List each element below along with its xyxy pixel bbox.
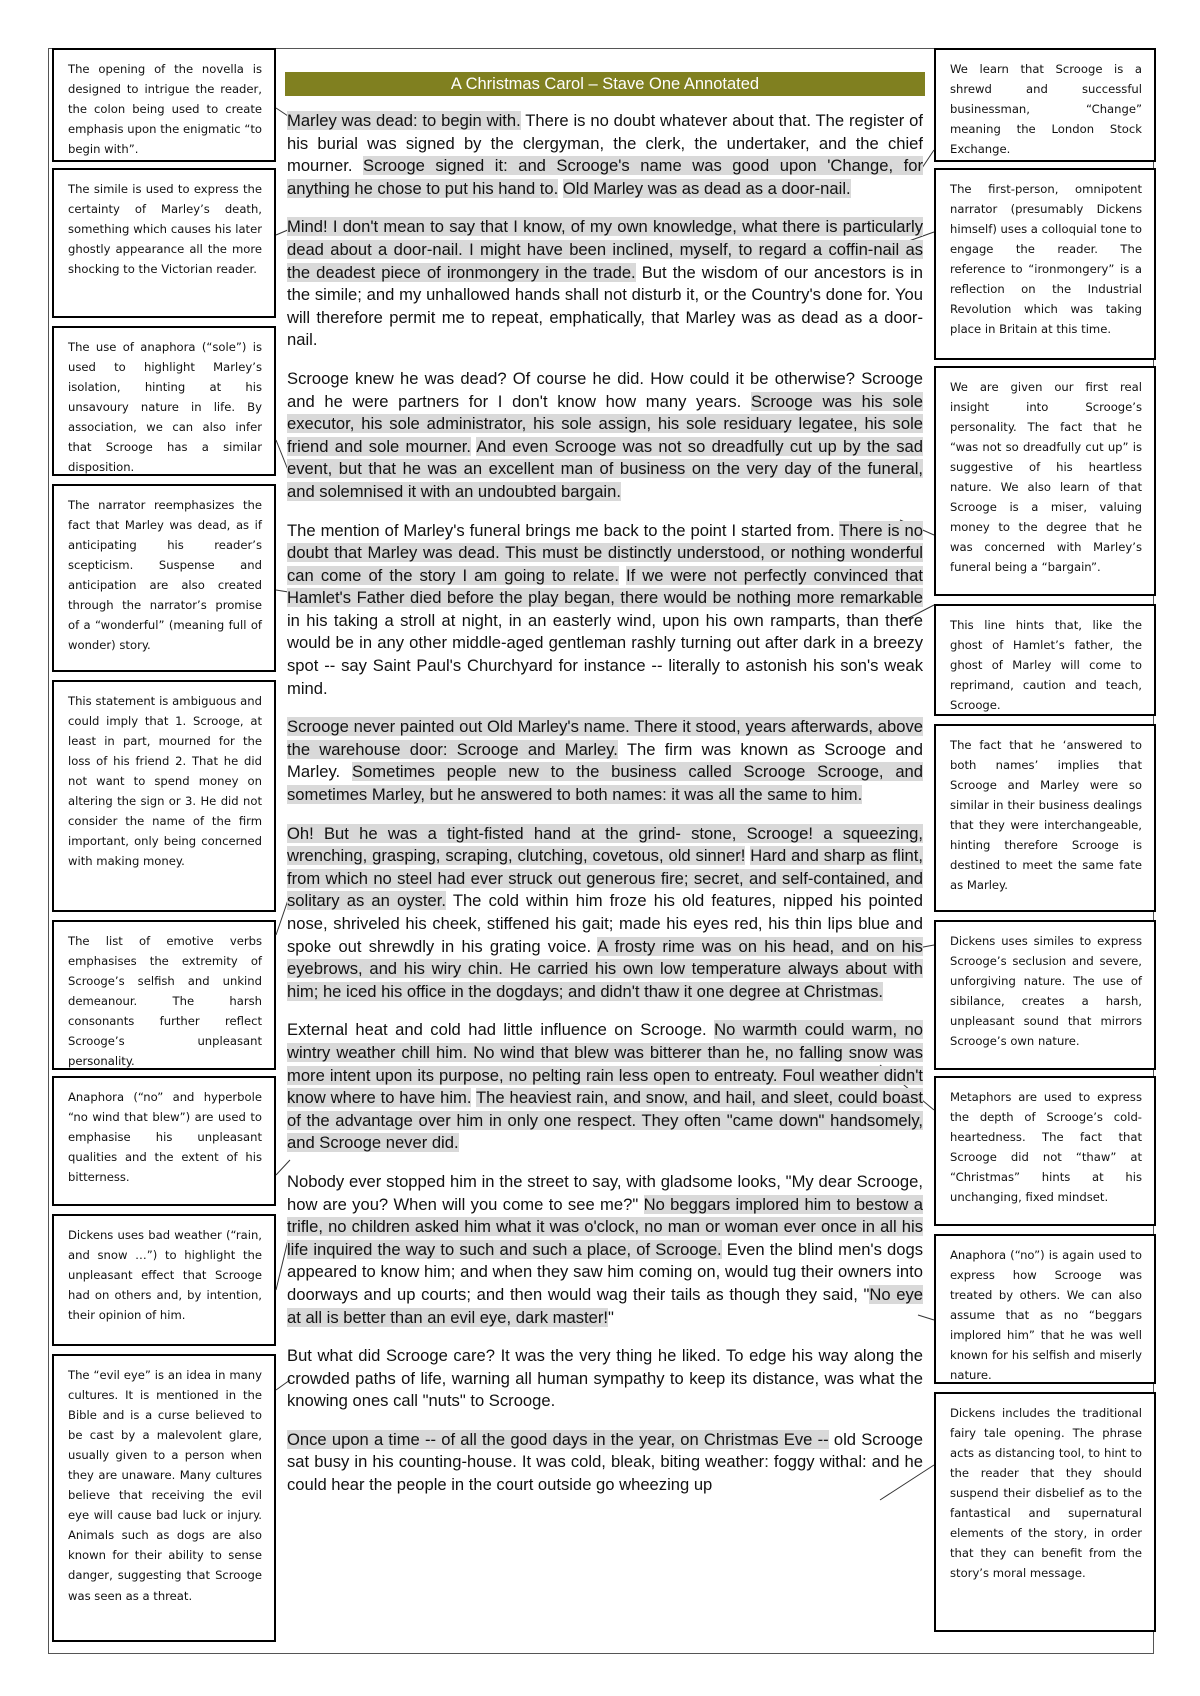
text-passage: old Scrooge sat busy in his counting-house. It was cold, bleak, biting weather: foggy withal: and he could hear the people in the court outside go wheezing up: [287, 1429, 924, 1495]
highlighted-passage: If we were not perfectly convinced that Hamlet's Father died before the play began, there would be nothing more remarkable: [287, 565, 923, 608]
highlighted-passage: No warmth could warm, no wintry weather chill him. No wind that blew was bitterer than he, no falling snow was more intent upon its purpose, no pelting rain less open to entreaty. Foul weather didn't know where to have him.: [287, 1020, 924, 1108]
text-passage: ": [607, 1307, 614, 1327]
annotation-left-4: The narrator reemphasizes the fact that Marley was dead, as if anticipating his reader’s scepticism. Suspense and anticipation are also created through the narrator’s promise of a “wonderful” (meaning full of wonder) story.: [52, 484, 276, 672]
text-passage: But what did Scrooge care? It was the very thing he liked. To edge his way along the crowded paths of life, warning all human sympathy to keep its distance, was what the knowing ones call "nuts" to Scrooge.: [287, 1346, 923, 1411]
highlighted-passage: And even Scrooge was not so dreadfully cut up by the sad event, but that he was an excellent man of business on the very day of the funeral, and solemnised it with an undoubted bargain.: [287, 436, 923, 501]
annotation-right-1: We learn that Scrooge is a shrewd and successful businessman, “Change” meaning the London Stock Exchange.: [934, 48, 1156, 162]
text-paragraph: [287, 1429, 923, 1497]
highlighted-passage: The heaviest rain, and snow, and hail, and sleet, could boast of the advantage over him in only one respect. They often "came down" handsomely, and Scrooge never did.: [287, 1088, 924, 1153]
annotation-left-7: Anaphora (“no” and hyperbole “no wind that blew”) are used to emphasise his unpleasant qualities and the extent of his bitterness.: [52, 1076, 276, 1206]
highlighted-passage: Mind! I don't mean to say that I know, of my own knowledge, what there is particularly dead about a door-nail. I might have been inclined, myself, to regard a coffin-nail as the deadest piece of ironmongery in the trade.: [287, 217, 923, 282]
text-paragraph: [287, 368, 923, 504]
document-title: A Christmas Carol – Stave One Annotated: [285, 72, 925, 96]
annotation-left-9: The “evil eye” is an idea in many cultures. It is mentioned in the Bible and is a curse believed to be cast by a malevolent glare, usually given to a person when they are unaware. Many cultures believe that receiving the evil eye will cause bad luck or injury. Animals such as dogs are also known for their ability to sense danger, suggesting that Scrooge was seen as a threat.: [52, 1354, 276, 1642]
highlighted-passage: Scrooge was his sole executor, his sole administrator, his sole assign, his sole residuary legatee, his sole friend and sole mourner.: [287, 391, 923, 456]
annotation-right-8: Anaphora (“no”) is again used to express how Scrooge was treated by others. We can also assume that as no “beggars implored him” that he was well known for his selfish and miserly nature.: [934, 1234, 1156, 1384]
text-passage: External heat and cold had little influence on Scrooge.: [287, 1020, 715, 1040]
highlighted-passage: Once upon a time -- of all the good days in the year, on Christmas Eve --: [287, 1429, 829, 1449]
annotation-right-3: We are given our first real insight into Scrooge’s personality. The fact that he “was not so dreadfully cut up” is suggestive of his heartless nature. We also learn of that Scrooge is a miser, valuing money to the degree that he was concerned with Marley’s funeral being a “bargain”.: [934, 366, 1156, 596]
text-paragraph: [287, 110, 923, 200]
text-paragraph: [287, 1345, 923, 1413]
annotation-right-7: Metaphors are used to express the depth of Scrooge’s cold-heartedness. The fact that Scrooge did not “thaw” at “Christmas” hints at his unchanging, fixed mindset.: [934, 1076, 1156, 1226]
text-paragraph: [287, 1171, 923, 1329]
text-passage: The firm was known as Scrooge and Marley.: [287, 739, 924, 782]
highlighted-passage: No eye at all is better than an evil eye, dark master!: [287, 1284, 924, 1327]
text-paragraph: [287, 520, 923, 701]
text-passage: The mention of Marley's funeral brings me back to the point I started from.: [287, 520, 840, 540]
text-passage: The cold within him froze his old features, nipped his pointed nose, shriveled his cheek, stiffened his gait; made his eyes red, his thin lips blue and spoke out shrewdly in his grating voice.: [287, 891, 923, 956]
text-paragraph: [287, 716, 923, 806]
highlighted-passage: There is no doubt that Marley was dead. This must be distinctly understood, or nothing wonderful can come of the story I am going to relate.: [287, 520, 924, 585]
annotation-right-5: The fact that he ‘answered to both names’ implies that Scrooge and Marley were so similar in their business dealings that they were interchangeable, hinting therefore Scrooge is destined to meet the same fate as Marley.: [934, 724, 1156, 912]
highlighted-passage: No beggars implored him to bestow a trifle, no children asked him what it was o'clock, no man or woman ever once in all his life inquired the way to such and such a place, of Scrooge.: [287, 1194, 924, 1259]
annotation-right-4: This line hints that, like the ghost of Hamlet’s father, the ghost of Marley will come to reprimand, caution and teach, Scrooge.: [934, 604, 1156, 716]
highlighted-passage: A frosty rime was on his head, and on his eyebrows, and his wiry chin. He carried his own low temperature always about with him; he iced his office in the dogdays; and didn't thaw it one degree at Christmas.: [287, 936, 923, 1001]
text-passage: in his taking a stroll at night, in an easterly wind, upon his own ramparts, than there would be in any other middle-aged gentleman rashly turning out after dark in a breezy spot -- say Saint Paul's Churchyard for instance -- literally to astonish his son's weak mind.: [287, 610, 923, 698]
annotation-right-2: The first-person, omnipotent narrator (presumably Dickens himself) uses a colloquial tone to engage the reader. The reference to “ironmongery” is a reflection on the Industrial Revolution which was taking place in Britain at this time.: [934, 168, 1156, 360]
annotation-left-2: The simile is used to express the certainty of Marley’s death, something which causes his later ghostly appearance all the more shocking to the Victorian reader.: [52, 168, 276, 318]
annotation-left-8: Dickens uses bad weather (“rain, and snow …”) to highlight the unpleasant effect that Scrooge had on others and, by intention, their opinion of him.: [52, 1214, 276, 1346]
text-paragraph: [287, 1019, 923, 1155]
annotation-left-1: The opening of the novella is designed to intrigue the reader, the colon being used to create emphasis upon the enigmatic “to begin with”.: [52, 48, 276, 162]
text-passage: [619, 566, 626, 585]
annotation-right-9: Dickens includes the traditional fairy tale opening. The phrase acts as distancing tool, to hint to the reader that they should suspend their disbelief as to the fantastical and supernatural elements of the story, in order that they can benefit from the story’s moral message.: [934, 1392, 1156, 1632]
highlighted-passage: Hard and sharp as flint, from which no steel had ever struck out generous fire; secret, and self-contained, and solitary as an oyster.: [287, 846, 923, 911]
text-paragraph: [287, 823, 923, 1004]
annotation-left-6: The list of emotive verbs emphasises the extremity of Scrooge’s selfish and unkind demeanour. The harsh consonants further reflect Scrooge’s unpleasant personality.: [52, 920, 276, 1070]
highlighted-passage: Old Marley was as dead as a door-nail.: [562, 178, 851, 198]
text-paragraph: [287, 216, 923, 352]
text-passage: But the wisdom of our ancestors is in the simile; and my unhallowed hands shall not disturb it, or the Country's done for. You will therefore permit me to repeat, emphatically, that Marley was as dead as a door-nail.: [287, 262, 923, 350]
text-passage: Nobody ever stopped him in the street to say, with gladsome looks, "My dear Scrooge, how are you? When will you come to see me?": [287, 1171, 923, 1214]
text-passage: Scrooge knew he was dead? Of course he did. How could it be otherwise? Scrooge and he were partners for I don't know how many years.: [287, 368, 923, 411]
text-passage: Even the blind men's dogs appeared to know him; and when they saw him coming on, would tug their owners into doorways and up courts; and then would wag their tails as though they said, ": [287, 1239, 924, 1304]
highlighted-passage: Sometimes people new to the business called Scrooge Scrooge, and sometimes Marley, but he answered to both names: it was all the same to him.: [287, 762, 924, 805]
annotation-right-6: Dickens uses similes to express Scrooge’s seclusion and severe, unforgiving nature. The use of sibilance, creates a harsh, unpleasant sound that mirrors Scrooge’s own nature.: [934, 920, 1156, 1070]
annotation-left-5: This statement is ambiguous and could imply that 1. Scrooge, at least in part, mourned for the loss of his friend 2. That he did not want to spend money on altering the sign or 3. He did not consider the name of the firm important, only being concerned with making money.: [52, 680, 276, 912]
highlighted-passage: Marley was dead: to begin with.: [287, 111, 521, 130]
highlighted-passage: Scrooge signed it: and Scrooge's name was good upon 'Change, for anything he chose to put his hand to.: [287, 156, 923, 198]
highlighted-passage: Oh! But he was a tight-fisted hand at the grind- stone, Scrooge! a squeezing, wrenching, grasping, scraping, clutching, covetous, old sinner!: [287, 823, 923, 866]
text-passage: There is no doubt whatever about that. The register of his burial was signed by the clergyman, the clerk, the undertaker, and the chief mourner.: [287, 111, 923, 176]
novella-text: [287, 110, 923, 1513]
annotation-left-3: The use of anaphora (“sole”) is used to highlight Marley’s isolation, hinting at his unsavoury nature in life. By association, we can also infer that Scrooge has a similar disposition.: [52, 326, 276, 476]
text-passage: [446, 891, 453, 910]
highlighted-passage: Scrooge never painted out Old Marley's name. There it stood, years afterwards, above the warehouse door: Scrooge and Marley.: [287, 717, 923, 759]
